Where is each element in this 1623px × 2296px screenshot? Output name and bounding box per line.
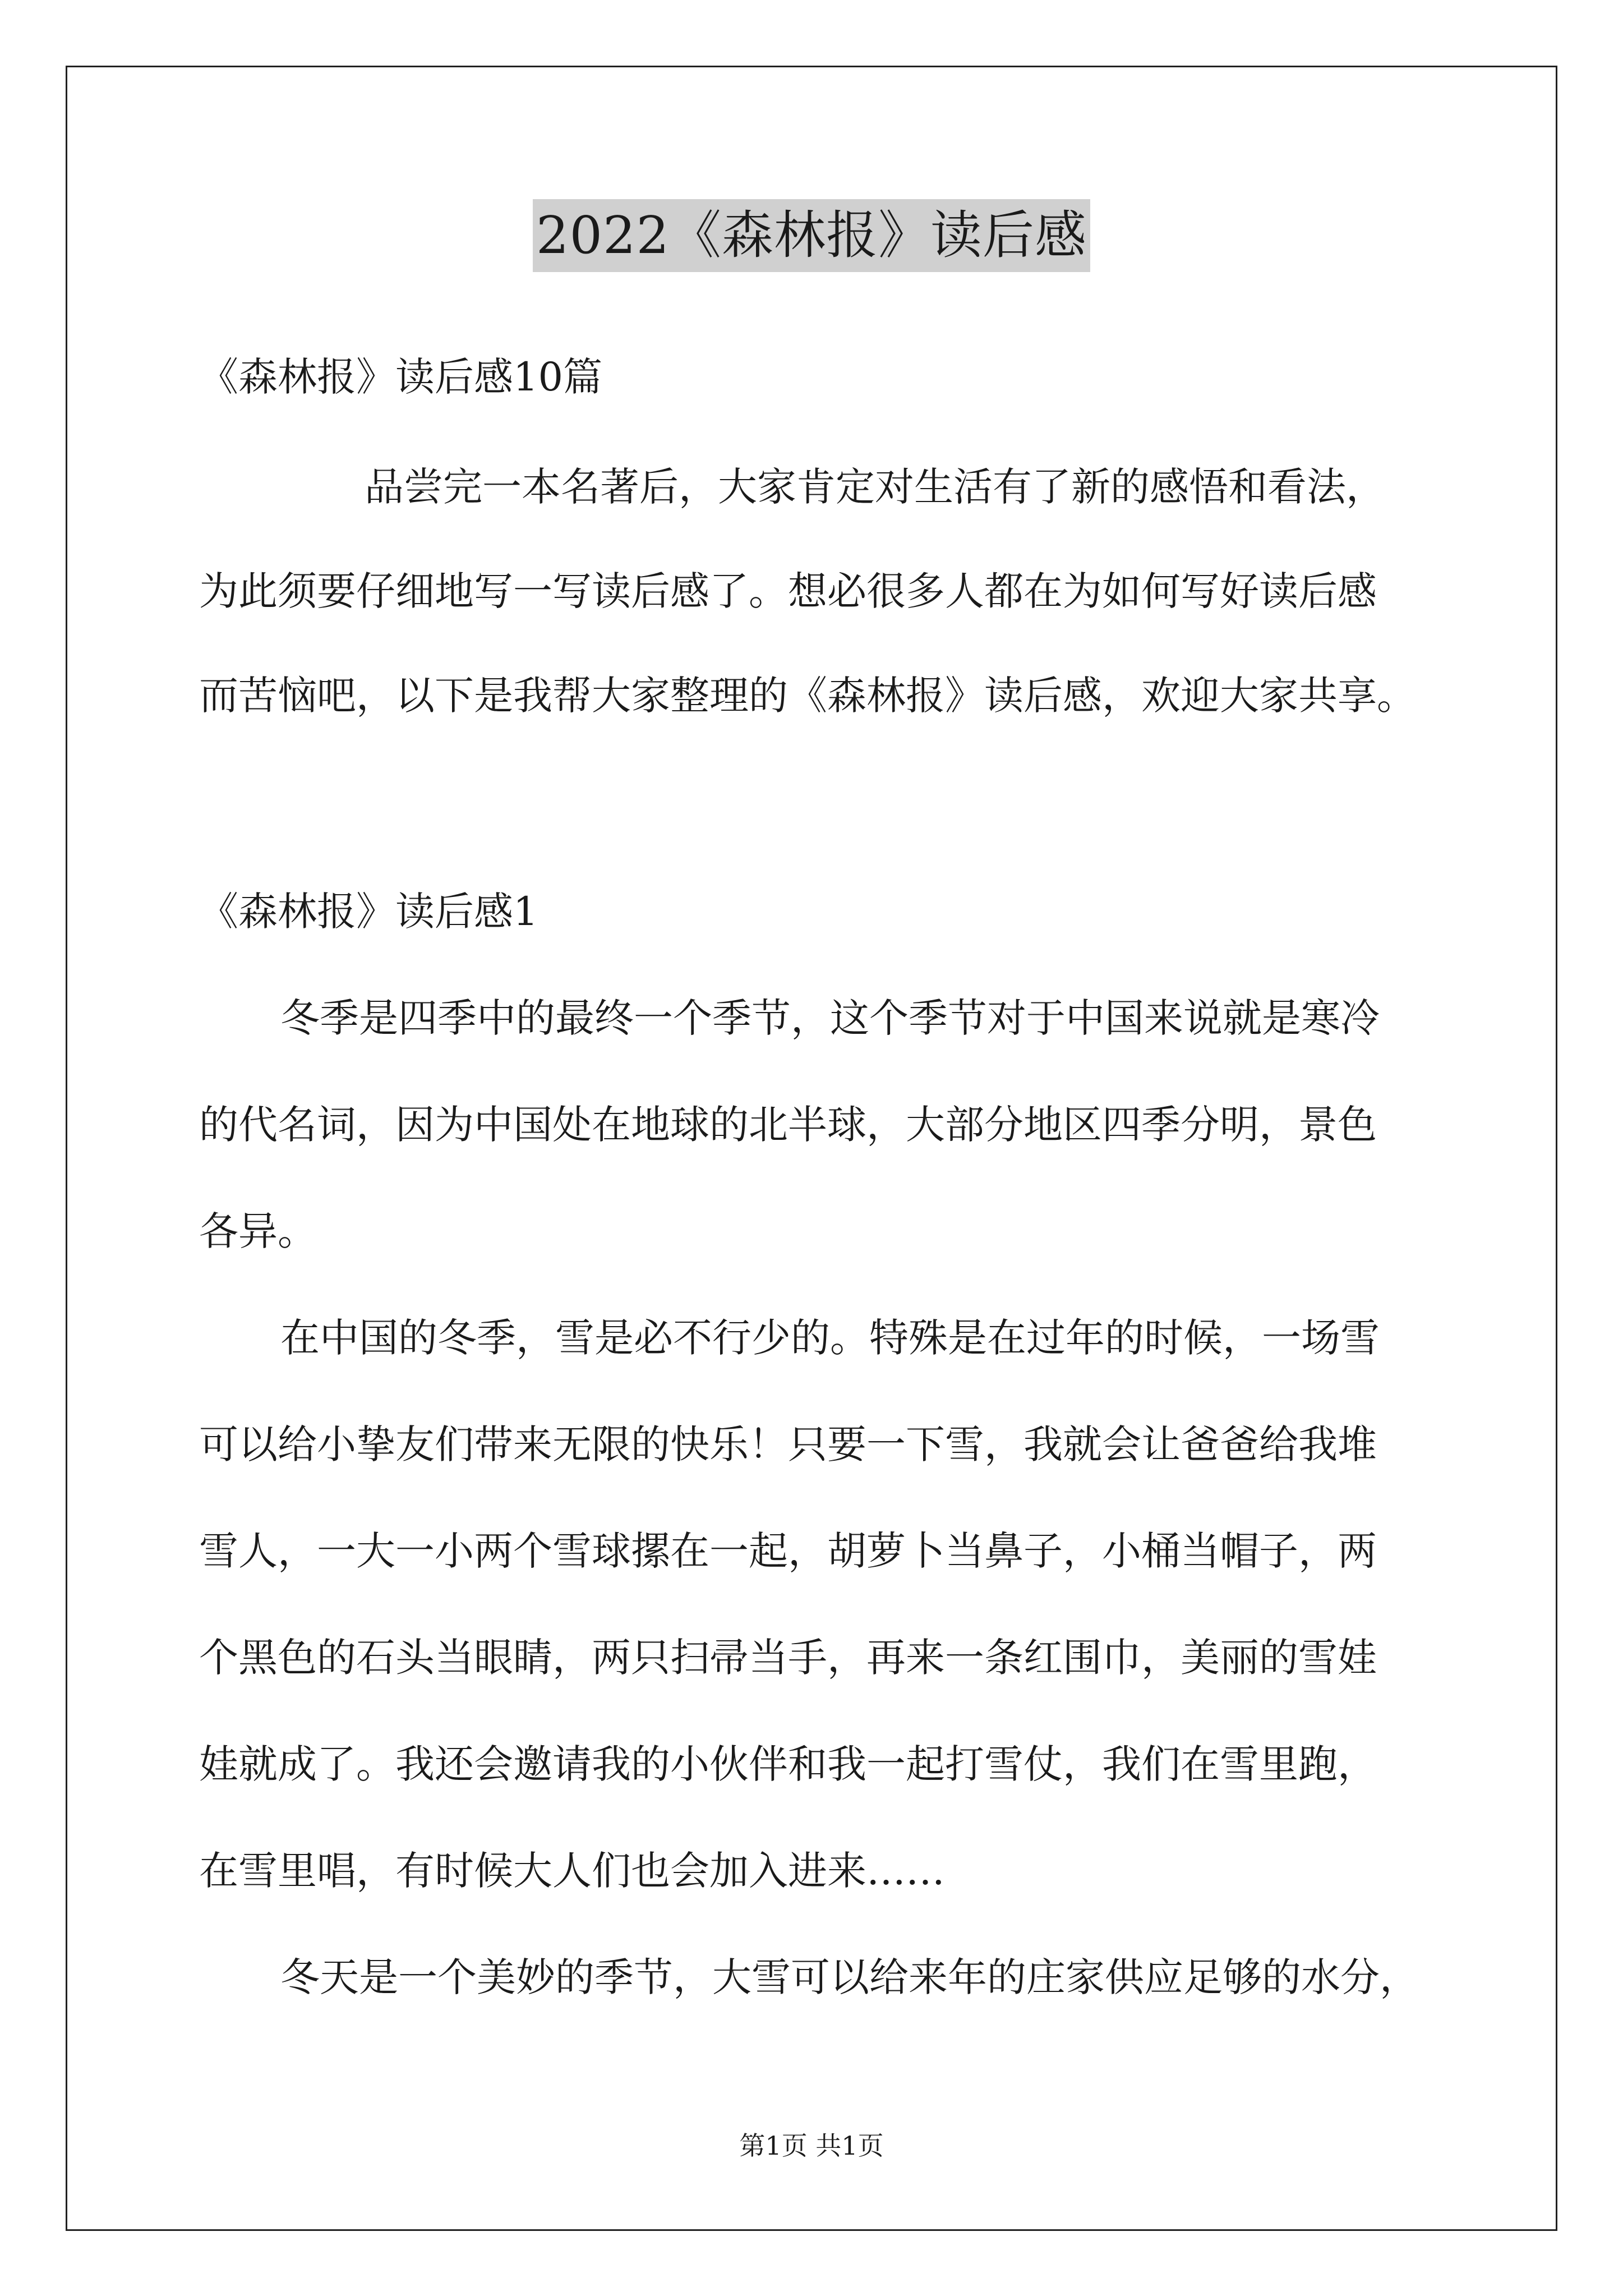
title-container <box>0 199 1623 272</box>
paragraph-line: 各异。 <box>199 1208 317 1254</box>
section-heading: 《森林报》读后感1 <box>199 889 538 935</box>
paragraph-line: 可以给小挚友们带来无限的快乐！只要一下雪，我就会让爸爸给我堆 <box>199 1421 1377 1467</box>
document-subtitle: 《森林报》读后感10篇 <box>199 354 603 400</box>
paragraph-line: 在中国的冬季，雪是必不行少的。特殊是在过年的时候，一场雪 <box>280 1315 1380 1361</box>
paragraph-line: 冬天是一个美妙的季节，大雪可以给来年的庄家供应足够的水分， <box>280 1954 1419 2000</box>
intro-line: 为此须要仔细地写一写读后感了。想必很多人都在为如何写好读后感 <box>199 568 1377 614</box>
page-footer: 第1页 共1页 <box>739 2131 884 2161</box>
paragraph-line: 冬季是四季中的最终一个季节，这个季节对于中国来说就是寒冷 <box>280 995 1380 1041</box>
paragraph-line: 雪人，一大一小两个雪球摞在一起，胡萝卜当鼻子，小桶当帽子，两 <box>199 1528 1377 1574</box>
paragraph-line: 娃就成了。我还会邀请我的小伙伴和我一起打雪仗，我们在雪里跑， <box>199 1741 1377 1787</box>
paragraph-line: 的代名词，因为中国处在地球的北半球，大部分地区四季分明，景色 <box>199 1102 1377 1148</box>
paragraph-line: 个黑色的石头当眼睛，两只扫帚当手，再来一条红围巾，美丽的雪娃 <box>199 1635 1377 1681</box>
intro-line: 而苦恼吧，以下是我帮大家整理的《森林报》读后感，欢迎大家共享。 <box>199 673 1416 719</box>
intro-line: 品尝完一本名著后，大家肯定对生活有了新的感悟和看法， <box>365 464 1385 510</box>
document-title: 2022《森林报》读后感 <box>533 199 1090 272</box>
paragraph-line: 在雪里唱，有时候大人们也会加入进来…… <box>199 1848 945 1894</box>
